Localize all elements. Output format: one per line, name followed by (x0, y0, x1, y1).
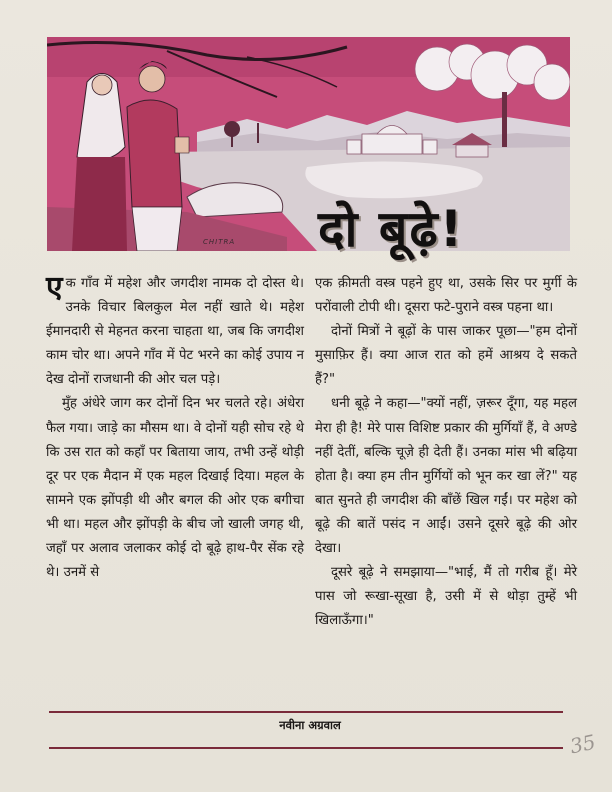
paragraph: एक गाँव में महेश और जगदीश नामक दो दोस्त थे। उनके विचार बिलकुल मेल नहीं खाते थे। महेश ईमानदारी से मेहनत करना चाहता था, जब कि जगदीश काम चोर था। अपने गाँव में पेट भरने का कोई उपाय न देख दोनों राजधानी की ओर चल पड़े। (46, 270, 304, 388)
illustrator-signature: CHITRA (203, 238, 236, 246)
paragraph: दूसरे बूढ़े ने समझाया—"भाई, मैं तो गरीब हूँ। मेरे पास जो रूखा-सूखा है, उसी में से थोड़ा तुम्हें भी खिलाऊँगा।" (315, 565, 577, 629)
page-number: 35 (567, 729, 598, 759)
footer-rule-bottom (49, 747, 563, 749)
right-column (315, 272, 577, 633)
left-column (46, 272, 304, 585)
footer-rule-top (49, 711, 563, 713)
paragraph: धनी बूढ़े ने कहा—"क्यों नहीं, ज़रूर दूँगा, यह महल मेरा ही है! मेरे पास विशिष्ट प्रकार की मुर्गियाँ हैं, वे अण्डे नहीं देतीं, बल्कि चूज़े ही देती हैं। उनका मांस भी बढ़िया होता है। क्या हम तीन मुर्गियों को भून कर खा लें?" यह बात सुनते ही जगदीश की बाँछें खिल गईं। पर महेश को बूढ़े की बातें पसंद न आईं। उसने दूसरे बूढ़े की ओर देखा। (315, 396, 577, 557)
story-title: दो बूढ़े! (318, 200, 465, 258)
drop-cap: ए (46, 270, 63, 305)
paragraph: दोनों मित्रों ने बूढ़ों के पास जाकर पूछा—"हम दोनों मुसाफ़िर हैं। क्या आज रात को हमें आश्रय दे सकते हैं?" (315, 324, 577, 388)
paragraph: एक क़ीमती वस्त्र पहने हुए था, उसके सिर पर मुर्गी के परोंवाली टोपी थी। दूसरा फटे-पुराने वस्त्र पहना था। (315, 276, 577, 316)
paragraph: मुँह अंधेरे जाग कर दोनों दिन भर चलते रहे। अंधेरा फैल गया। जाड़े का मौसम था। वे दोनों यही सोच रहे थे कि उस रात को कहाँ पर बिताया जाय, तभी उन्हें थोड़ी दूर पर एक मैदान में एक महल दिखाई दिया। महल के सामने एक झोंपड़ी थी और बगल की ओर एक बगीचा भी था। महल और झोंपड़ी के बीच जो खाली जगह थी, जहाँ पर अलाव जलाकर कोई दो बूढ़े हाथ-पैर सेंक रहे थे। उनमें से (46, 396, 304, 581)
author-name: नवीना अग्रवाल (279, 718, 341, 732)
